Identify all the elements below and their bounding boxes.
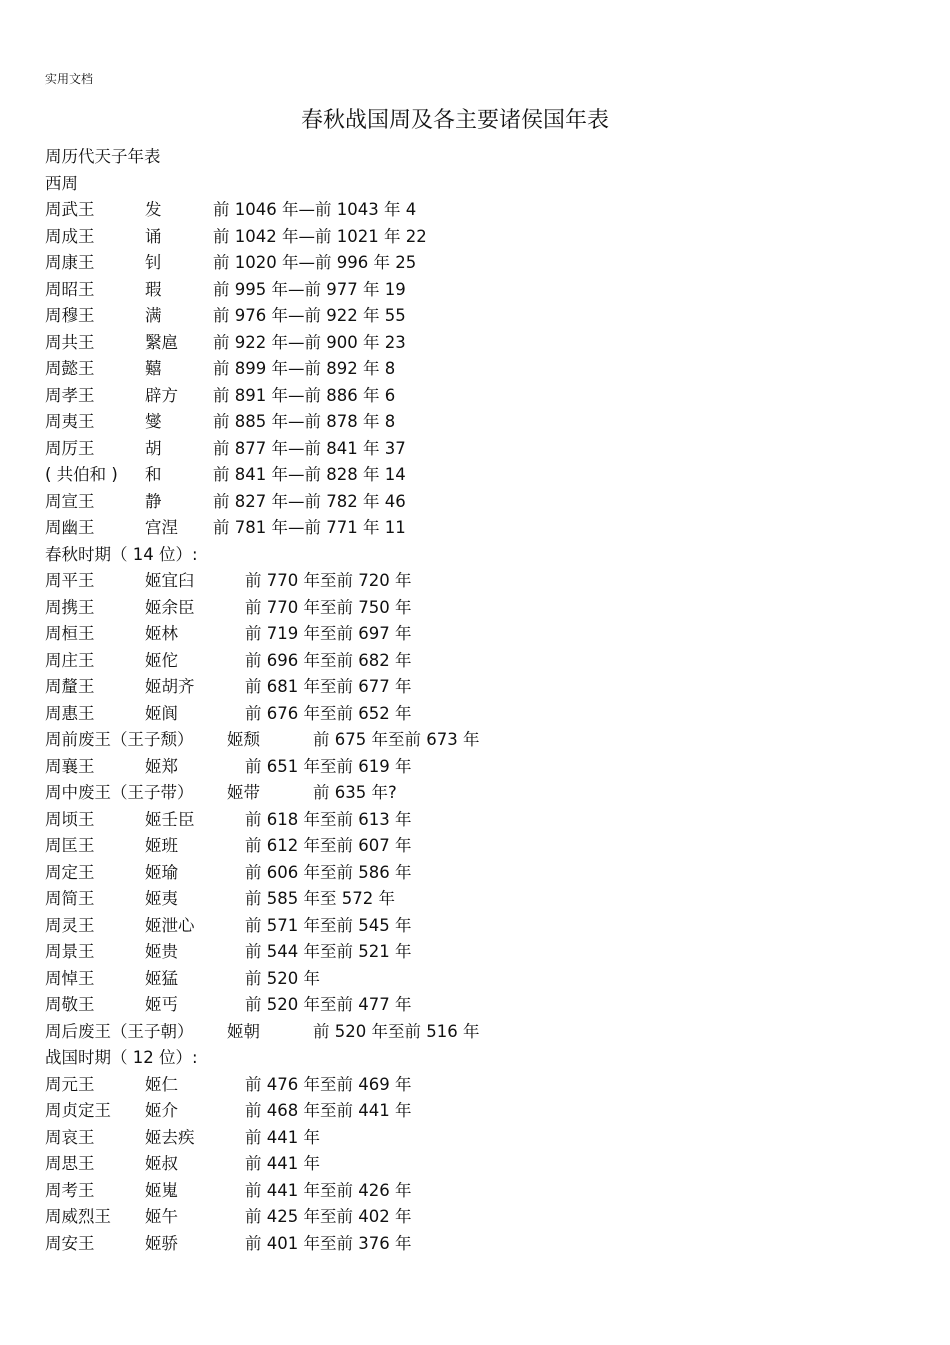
reign-row <box>45 674 905 701</box>
given-name: 姬猛 <box>145 968 178 988</box>
given-name: 钊 <box>145 253 162 272</box>
reign-row <box>45 1019 905 1046</box>
king-title: 周成王 <box>45 226 95 246</box>
reign-period: 前 681 年至前 677 年 <box>245 677 412 696</box>
reign-row <box>45 568 905 595</box>
king-title: 周顷王 <box>45 809 95 829</box>
reign-row <box>45 277 905 304</box>
given-name: 姬余臣 <box>145 597 195 617</box>
section-heading: 西周 <box>45 173 78 193</box>
king-title: 周悼王 <box>45 968 95 988</box>
king-title: 周中废王（王子带） <box>45 783 194 802</box>
reign-row <box>45 1098 905 1125</box>
reign-period: 前 425 年至前 402 年 <box>245 1207 412 1226</box>
king-title: 周厉王 <box>45 438 95 458</box>
reign-row <box>45 436 905 463</box>
reign-period: 前 585 年至 572 年 <box>245 889 395 908</box>
reign-period: 前 922 年—前 900 年 23 <box>213 332 406 352</box>
reign-period: 前 520 年至前 477 年 <box>245 995 412 1014</box>
reign-period: 前 781 年—前 771 年 11 <box>213 518 406 537</box>
king-title: 周釐王 <box>45 677 95 696</box>
reign-period: 前 544 年至前 521 年 <box>245 942 412 961</box>
given-name: 姬朝 <box>227 1021 260 1041</box>
given-name: 姬郑 <box>145 756 178 776</box>
reign-row <box>45 807 905 834</box>
king-title: 周幽王 <box>45 518 95 537</box>
given-name: 姬带 <box>227 783 260 802</box>
king-title: 周庄王 <box>45 650 95 670</box>
given-name: 姬壬臣 <box>145 809 195 829</box>
king-title: 周贞定王 <box>45 1101 111 1120</box>
king-title: 周夷王 <box>45 412 95 431</box>
reign-row <box>45 197 905 224</box>
reign-period: 前 441 年 <box>245 1127 320 1147</box>
reign-period: 前 696 年至前 682 年 <box>245 650 412 670</box>
reign-period: 前 1042 年—前 1021 年 22 <box>213 226 427 246</box>
king-title: 周考王 <box>45 1180 95 1200</box>
reign-row <box>45 1125 905 1152</box>
given-name: 姬午 <box>145 1207 178 1226</box>
king-title: 周安王 <box>45 1233 95 1253</box>
reign-row <box>45 621 905 648</box>
given-name: 燮 <box>145 412 162 431</box>
reign-row <box>45 939 905 966</box>
king-title: 周后废王（王子朝） <box>45 1021 194 1041</box>
reign-row <box>45 648 905 675</box>
king-title: 周威烈王 <box>45 1207 111 1226</box>
given-name: 姬去疾 <box>145 1127 195 1147</box>
given-name: 满 <box>145 306 162 325</box>
section-heading: 战国时期（ 12 位）: <box>45 1048 198 1067</box>
king-title: 周康王 <box>45 253 95 272</box>
king-title: 周思王 <box>45 1154 95 1173</box>
reign-row <box>45 1072 905 1099</box>
king-title: 周襄王 <box>45 756 95 776</box>
given-name: 胡 <box>145 438 162 458</box>
reign-row <box>45 833 905 860</box>
reign-period: 前 827 年—前 782 年 46 <box>213 491 406 511</box>
given-name: 宫涅 <box>145 518 178 537</box>
reign-period: 前 891 年—前 886 年 6 <box>213 385 396 405</box>
reign-row <box>45 409 905 436</box>
given-name: 辟方 <box>145 385 178 405</box>
reign-period: 前 885 年—前 878 年 8 <box>213 412 396 431</box>
king-title: ( 共伯和 ) <box>45 465 118 484</box>
reign-row <box>45 303 905 330</box>
king-title: 周前废王（王子颓） <box>45 730 194 749</box>
reign-period: 前 571 年至前 545 年 <box>245 915 412 935</box>
king-title: 周昭王 <box>45 279 95 299</box>
king-title: 周匡王 <box>45 836 95 855</box>
reign-period: 前 770 年至前 720 年 <box>245 571 412 590</box>
reign-row <box>45 754 905 781</box>
reign-row <box>45 913 905 940</box>
reign-period: 前 719 年至前 697 年 <box>245 624 412 643</box>
reign-period: 前 877 年—前 841 年 37 <box>213 438 406 458</box>
reign-row <box>45 1204 905 1231</box>
reign-row <box>45 727 905 754</box>
reign-row <box>45 462 905 489</box>
reign-period: 前 635 年? <box>313 783 397 802</box>
given-name: 诵 <box>145 226 162 246</box>
given-name: 姬叔 <box>145 1154 178 1173</box>
reign-period: 前 441 年至前 426 年 <box>245 1180 412 1200</box>
reign-period: 前 468 年至前 441 年 <box>245 1101 412 1120</box>
given-name: 发 <box>145 200 162 219</box>
king-title: 周简王 <box>45 889 95 908</box>
given-name: 姬夷 <box>145 889 178 908</box>
chronology-list <box>45 144 905 1257</box>
header-note: 实用文档 <box>45 72 94 86</box>
king-title: 周敬王 <box>45 995 95 1014</box>
given-name: 姬颓 <box>227 730 260 749</box>
king-title: 周孝王 <box>45 385 95 405</box>
king-title: 周定王 <box>45 862 95 882</box>
king-title: 周穆王 <box>45 306 95 325</box>
given-name: 繄扈 <box>145 332 178 352</box>
reign-row <box>45 701 905 728</box>
king-title: 周武王 <box>45 200 95 219</box>
given-name: 姬宜臼 <box>145 571 195 590</box>
given-name: 姬瑜 <box>145 862 178 882</box>
given-name: 姬骄 <box>145 1233 178 1253</box>
given-name: 囏 <box>145 359 162 378</box>
reign-period: 前 618 年至前 613 年 <box>245 809 412 829</box>
reign-period: 前 995 年—前 977 年 19 <box>213 279 406 299</box>
reign-row <box>45 992 905 1019</box>
given-name: 姬泄心 <box>145 915 195 935</box>
reign-row <box>45 489 905 516</box>
reign-row <box>45 224 905 251</box>
reign-period: 前 675 年至前 673 年 <box>313 730 480 749</box>
reign-period: 前 651 年至前 619 年 <box>245 756 412 776</box>
document-title: 春秋战国周及各主要诸侯国年表 <box>300 108 609 133</box>
reign-period: 前 841 年—前 828 年 14 <box>213 465 406 484</box>
given-name: 静 <box>145 491 162 511</box>
reign-period: 前 612 年至前 607 年 <box>245 836 412 855</box>
reign-period: 前 1046 年—前 1043 年 4 <box>213 200 417 219</box>
reign-period: 前 606 年至前 586 年 <box>245 862 412 882</box>
given-name: 姬仁 <box>145 1074 178 1094</box>
king-title: 周宣王 <box>45 491 95 511</box>
reign-row <box>45 250 905 277</box>
king-title: 周携王 <box>45 597 95 617</box>
given-name: 瑕 <box>145 279 162 299</box>
reign-row <box>45 595 905 622</box>
given-name: 姬佗 <box>145 650 178 670</box>
reign-period: 前 1020 年—前 996 年 25 <box>213 253 417 272</box>
reign-row <box>45 1151 905 1178</box>
given-name: 姬丐 <box>145 995 178 1014</box>
king-title: 周景王 <box>45 942 95 961</box>
reign-row <box>45 860 905 887</box>
king-title: 周懿王 <box>45 359 95 378</box>
reign-row <box>45 966 905 993</box>
reign-row <box>45 330 905 357</box>
reign-row <box>45 886 905 913</box>
given-name: 和 <box>145 465 162 484</box>
given-name: 姬胡齐 <box>145 677 195 696</box>
reign-period: 前 401 年至前 376 年 <box>245 1233 412 1253</box>
king-title: 周桓王 <box>45 624 95 643</box>
reign-period: 前 476 年至前 469 年 <box>245 1074 412 1094</box>
reign-period: 前 976 年—前 922 年 55 <box>213 306 406 325</box>
given-name: 姬班 <box>145 836 178 855</box>
reign-row <box>45 1231 905 1258</box>
king-title: 周哀王 <box>45 1127 95 1147</box>
king-title: 周灵王 <box>45 915 95 935</box>
given-name: 姬林 <box>145 624 178 643</box>
given-name: 姬阆 <box>145 703 178 723</box>
reign-period: 前 770 年至前 750 年 <box>245 597 412 617</box>
reign-period: 前 520 年至前 516 年 <box>313 1021 480 1041</box>
given-name: 姬介 <box>145 1101 178 1120</box>
reign-period: 前 520 年 <box>245 968 320 988</box>
section-heading: 春秋时期（ 14 位）: <box>45 544 198 564</box>
main-heading: 周历代天子年表 <box>45 147 161 166</box>
king-title: 周平王 <box>45 571 95 590</box>
reign-period: 前 441 年 <box>245 1154 320 1173</box>
given-name: 姬贵 <box>145 942 178 961</box>
king-title: 周惠王 <box>45 703 95 723</box>
reign-row <box>45 780 905 807</box>
reign-row <box>45 1178 905 1205</box>
given-name: 姬嵬 <box>145 1180 178 1200</box>
reign-period: 前 676 年至前 652 年 <box>245 703 412 723</box>
king-title: 周元王 <box>45 1074 95 1094</box>
reign-period: 前 899 年—前 892 年 8 <box>213 359 396 378</box>
king-title: 周共王 <box>45 332 95 352</box>
reign-row <box>45 356 905 383</box>
reign-row <box>45 515 905 542</box>
reign-row <box>45 383 905 410</box>
